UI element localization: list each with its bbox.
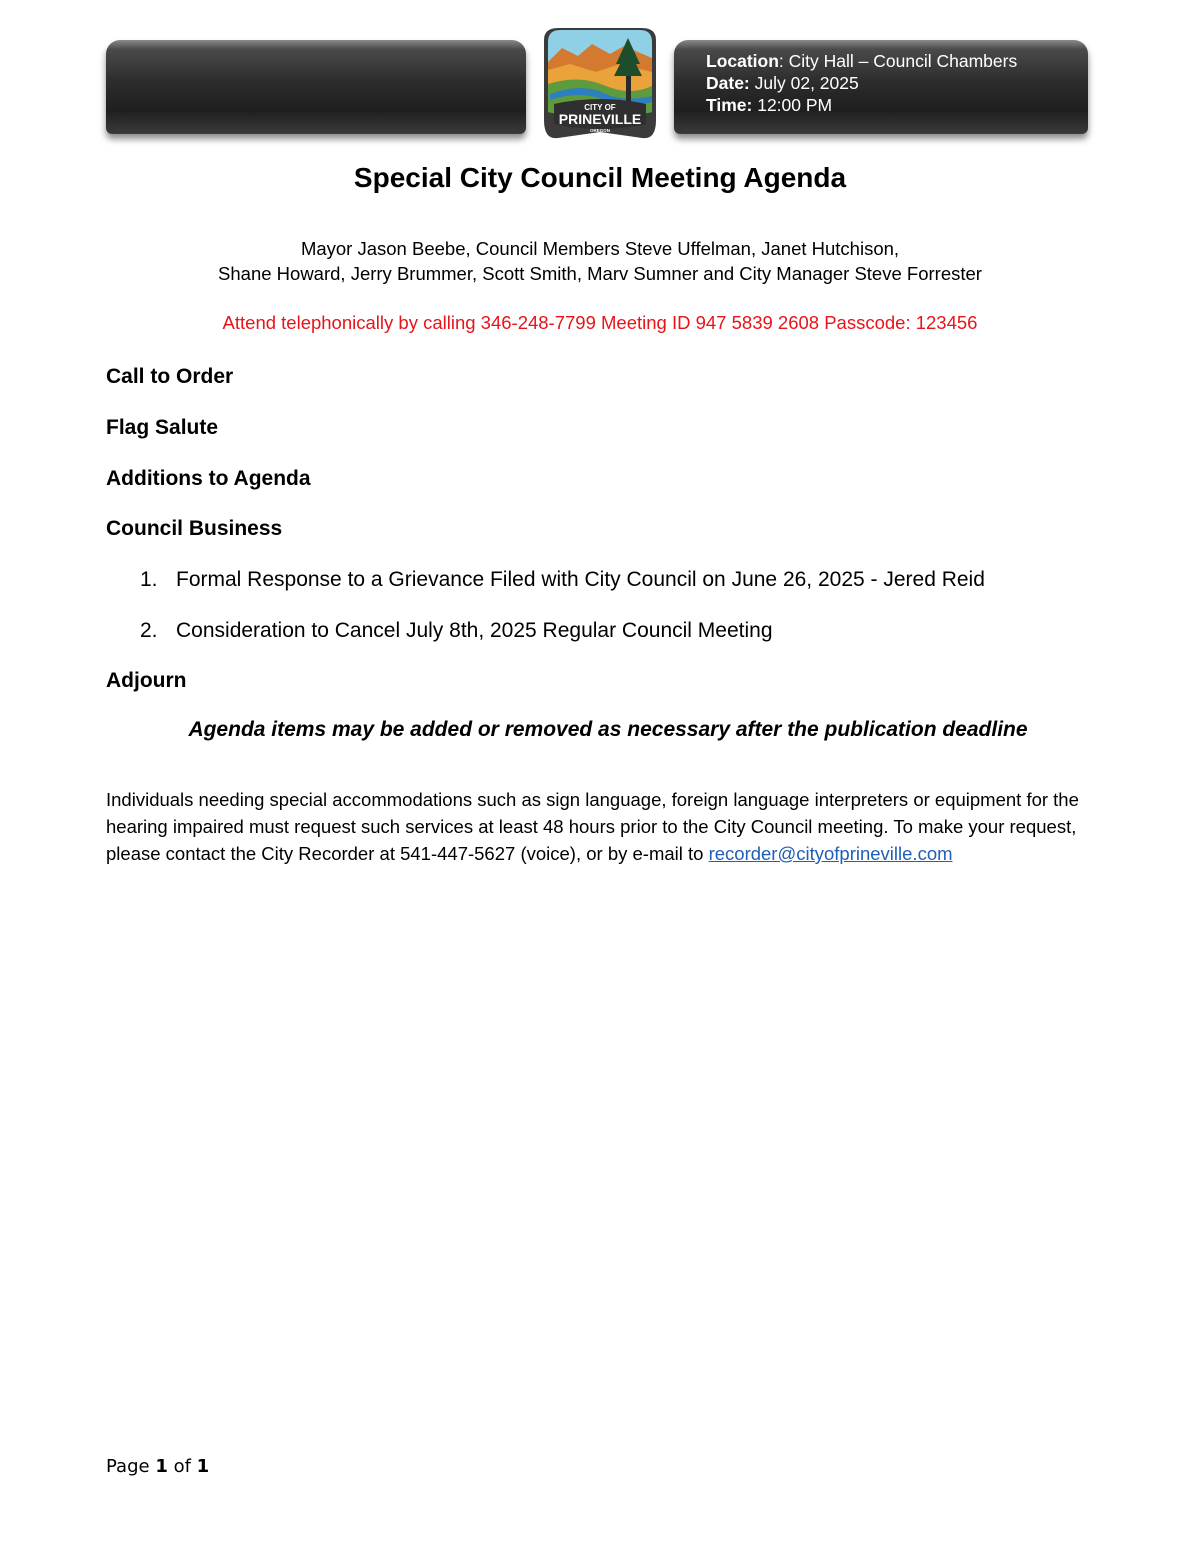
page-word: Page <box>106 1456 156 1477</box>
location-value: : City Hall – Council Chambers <box>778 51 1018 71</box>
page-number <box>106 1456 209 1477</box>
publication-notice: Agenda items may be added or removed as necessary after the publication deadline <box>188 718 1028 741</box>
time-label: Time: <box>706 95 753 115</box>
section-flag-salute: Flag Salute <box>106 416 219 439</box>
city-logo <box>540 28 660 142</box>
business-item-text: Formal Response to a Grievance Filed with City Council on June 26, 2025 - Jered Reid <box>176 568 985 591</box>
time-value: 12:00 PM <box>752 95 833 115</box>
date-label: Date: <box>706 73 750 93</box>
members-line-2: Shane Howard, Jerry Brummer, Scott Smith, Marv Sumner and City Manager Steve Forrester <box>218 263 982 284</box>
accommodations-text: Individuals needing special accommodations such as sign language, foreign language interpreters or equipment for the hearing impaired must request such services at least 48 hours prior to the City Council meeting. To make your request, please contact the City Recorder at 541-447-5627 (voice), or by e-mail to <box>106 789 1079 864</box>
telephone-notice: Attend telephonically by calling 346-248-7799 Meeting ID 947 5839 2608 Passcode: 123456 <box>222 312 978 333</box>
business-item <box>140 568 985 592</box>
business-item-number: 2. <box>140 619 158 642</box>
logo-text-prineville: PRINEVILLE <box>558 111 642 127</box>
page-title: Special City Council Meeting Agenda <box>353 162 847 193</box>
page-of-word: of <box>167 1456 197 1477</box>
accommodations-paragraph <box>106 786 1096 867</box>
business-item-number: 1. <box>140 568 158 591</box>
header-banner-left <box>106 40 526 134</box>
logo-text-city-of: CITY OF <box>584 103 616 112</box>
page-current: 1 <box>155 1456 168 1477</box>
business-item-text: Consideration to Cancel July 8th, 2025 Regular Council Meeting <box>176 619 773 642</box>
header-banner-right <box>674 40 1088 134</box>
logo-text-oregon: OREGON <box>589 128 611 133</box>
date-value: July 02, 2025 <box>749 73 859 93</box>
section-call-to-order: Call to Order <box>106 365 234 388</box>
section-additions-to-agenda: Additions to Agenda <box>106 467 311 490</box>
recorder-email-link[interactable]: recorder@cityofprineville.com <box>708 843 953 864</box>
time-line <box>706 94 1017 116</box>
business-item <box>140 619 773 643</box>
location-line <box>706 50 1017 72</box>
section-adjourn: Adjourn <box>106 669 187 692</box>
page-total: 1 <box>196 1456 210 1477</box>
members-line-1: Mayor Jason Beebe, Council Members Steve Uffelman, Janet Hutchison, <box>300 238 900 259</box>
meeting-info <box>706 50 1017 116</box>
location-label: Location <box>706 51 779 71</box>
council-members <box>0 236 1200 286</box>
section-council-business: Council Business <box>106 517 283 540</box>
date-line <box>706 72 1017 94</box>
